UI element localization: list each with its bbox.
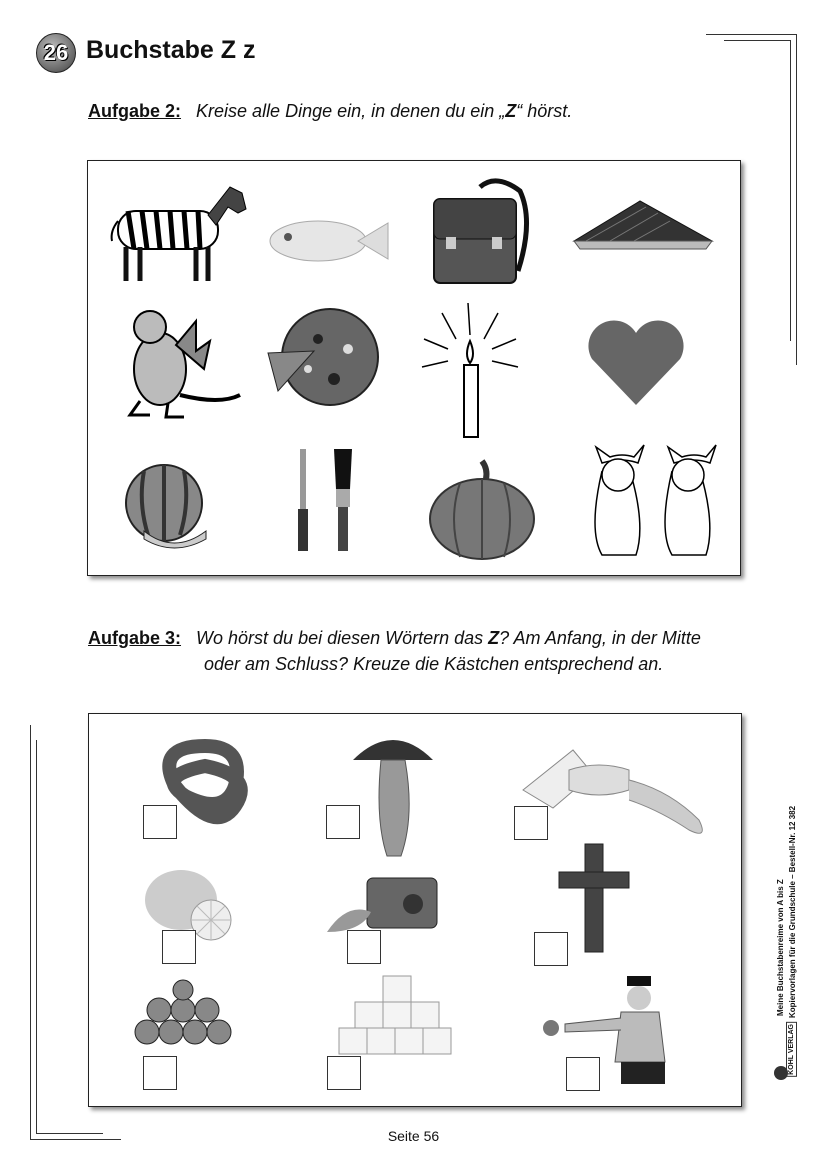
dragon-icon[interactable] — [130, 311, 240, 417]
heart-icon[interactable] — [588, 320, 683, 405]
melon-icon[interactable] — [126, 465, 206, 548]
sharpener-icon — [327, 878, 437, 932]
pizza-icon[interactable] — [268, 309, 378, 405]
publisher-name: KOHL VERLAG — [788, 1024, 795, 1075]
candle-icon[interactable] — [422, 303, 518, 437]
chapter-number-badge: 26 — [36, 33, 76, 73]
task2-picture-box — [87, 160, 741, 576]
schoolbag-icon[interactable] — [434, 181, 527, 283]
task3-label: Aufgabe 3: — [88, 628, 182, 648]
task3-text-line2: oder am Schluss? Kreuze die Kästchen entsprechend an. — [204, 654, 664, 674]
fish-icon[interactable] — [270, 221, 388, 261]
pretzel-icon — [169, 746, 240, 817]
task3-text-line1: Wo hörst du bei diesen Wörtern das Z? Am Anfang, in der Mitte — [196, 628, 701, 648]
checkbox-lemon[interactable] — [162, 930, 196, 964]
task3-pictures — [89, 714, 741, 1106]
checkbox-pretzel[interactable] — [143, 805, 177, 839]
task3-instruction — [88, 625, 701, 677]
page-title: Buchstabe Z z — [86, 36, 256, 64]
checkbox-sugar-cubes[interactable] — [327, 1056, 361, 1090]
checkbox-policeman[interactable] — [566, 1057, 600, 1091]
checkbox-cross[interactable] — [534, 932, 568, 966]
zebra-icon[interactable] — [112, 187, 246, 281]
policeman-icon — [543, 976, 665, 1084]
toothpaste-icon — [523, 750, 702, 833]
task2-pictures — [88, 161, 740, 575]
side-credit-order: Kopiervorlagen für die Grundschule – Bestell-Nr. 12 382 — [788, 805, 797, 1018]
cats-icon[interactable] — [595, 445, 716, 555]
firewood-icon — [135, 980, 231, 1044]
checkbox-mushroom[interactable] — [326, 805, 360, 839]
roof-icon[interactable] — [574, 201, 712, 249]
task3-picture-box — [88, 713, 742, 1107]
side-credit-title: Meine Buchstabenreime von A bis Z — [776, 879, 785, 1016]
task2-label: Aufgabe 2: — [88, 101, 182, 121]
cross-icon — [559, 844, 629, 952]
sugar-cubes-icon — [339, 976, 451, 1054]
publisher-logo — [770, 1022, 800, 1084]
checkbox-sharpener[interactable] — [347, 930, 381, 964]
page-number: Seite 56 — [387, 1128, 440, 1144]
checkbox-toothpaste[interactable] — [514, 806, 548, 840]
task2-text: Kreise alle Dinge ein, in denen du ein „Z“ hörst. — [196, 101, 573, 121]
brushes-icon[interactable] — [298, 449, 352, 551]
mushroom-icon — [353, 740, 433, 856]
pumpkin-icon[interactable] — [430, 461, 534, 559]
checkbox-firewood[interactable] — [143, 1056, 177, 1090]
task2-instruction — [88, 101, 572, 122]
